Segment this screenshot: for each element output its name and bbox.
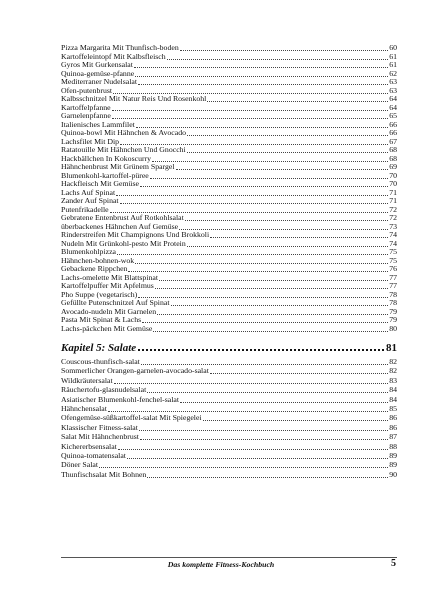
toc-entry-title: Döner Salat [61,460,99,470]
footer-page-number: 5 [391,558,396,569]
toc-entry-page: 79 [389,315,397,324]
footer-rule [61,557,397,558]
toc-entry-title: Kalbsschnitzel Mit Natur Reis Und Rosenkohl [61,94,207,103]
toc-entry[interactable] [61,470,397,480]
toc-entry-page: 63 [389,77,397,86]
toc-entry-page: 74 [389,230,397,239]
toc-entry-page: 75 [389,255,397,265]
toc-entry-page: 78 [389,298,397,307]
toc-entry-page: 88 [389,441,397,451]
toc-entry-title: Gebratene Entenbrust Auf Rotkohlsalat [61,213,184,222]
toc-entry-page: 70 [389,179,397,188]
dot-leader [118,449,388,450]
toc-entry-title: Pho Suppe (vegetarisch) [61,289,138,299]
toc-entry-title: Couscous-thunfisch-salat [61,357,140,366]
toc-entry-title: Gebackene Rippchen [61,264,128,273]
toc-entry-title: Klassischer Fitness-salat [61,422,138,432]
toc-entry-page: 69 [389,162,397,171]
toc-entry-page: 90 [389,469,397,479]
toc-entry-title: Lachsfilet Mit Dip [61,136,120,146]
dot-leader [99,467,388,468]
toc-entry-title: Zander Auf Spinat [61,196,119,205]
toc-entry-page: 60 [389,43,397,52]
toc-entry-page: 86 [389,413,397,423]
dot-leader [147,392,388,393]
toc-entry-title: Lachs-päckchen Mit Gemüse [61,323,153,333]
chapter-page: 81 [386,342,397,354]
toc-entry-page: 87 [389,432,397,442]
toc-entry-title: Asiatischer Blumenkohl-fenchel-salat [61,394,179,404]
toc-entry-title: Quinoa-bowl Mit Hähnchen & Avocado [61,128,187,137]
toc-entry-title: Ofengemüse-süßkartoffel-salat Mit Spiegelei [61,413,202,423]
toc-entry-page: 89 [389,460,397,470]
toc-entry-page: 74 [389,238,397,248]
chapter-title: Kapitel 5: Salate [61,342,137,354]
toc-entry-title: Kartoffeleintopf Mit Kalbsfleisch [61,51,166,61]
toc-entry-title: Lachs-omelette Mit Blattspinat [61,272,159,282]
toc-entry-title: Ratatouille Mit Hähnchen Und Gnocchi [61,145,186,154]
toc-chapter-heading[interactable] [61,338,397,354]
toc-entry-page: 62 [389,68,397,78]
toc-entry-page: 80 [389,323,397,333]
toc-entry-page: 63 [389,85,397,95]
toc-entry-page: 84 [389,385,397,395]
toc-entry-title: Blumenkohlpizza [61,247,116,256]
toc-entry-page: 82 [389,366,397,376]
toc-entry-title: Lachs Auf Spinat [61,187,116,197]
toc-entry-title: Ofen-putenbrust [61,85,113,95]
toc-entry-title: überbackenes Hähnchen Auf Gemüse [61,221,179,231]
dot-leader [203,420,389,421]
toc-entry-title: Kichererbsensalat [61,441,117,451]
toc-entry-page: 83 [389,375,397,385]
toc-entry-title: Sommerlicher Orangen-garnelen-avocado-salat [61,366,209,376]
dot-leader [180,402,388,403]
toc-entry-title: Mediterraner Nudelsalat [61,77,137,86]
dot-leader [141,364,388,365]
toc-entry-title: Quinoa-tomatensalat [61,451,126,460]
toc-entry-page: 68 [389,145,397,154]
dot-leader [140,439,388,440]
toc-entry-title: Hähnchenbrust Mit Grünem Spargel [61,162,175,171]
toc-entry-page: 68 [389,153,397,163]
toc-entry-title: Garnelenpfanne [61,111,111,120]
toc-entry-page: 65 [389,111,397,120]
toc-entry-title: Nudeln Mit Grünkohl-pesto Mit Protein [61,238,186,248]
toc-entry-page: 71 [389,187,397,197]
toc-entry[interactable] [61,324,397,334]
toc-entry-page: 73 [389,221,397,231]
dot-leader [138,349,384,351]
dot-leader [139,430,388,431]
dot-leader [147,477,388,478]
toc-entry-title: Salat Mit Hähnchenbrust [61,432,139,442]
toc-entry-title: Hähnchen-bohnen-wok [61,255,135,265]
toc-entry-page: 76 [389,264,397,273]
toc-entry-page: 70 [389,170,397,180]
toc-entry-title: Putenfrikadelle [61,204,109,214]
dot-leader [153,331,388,332]
toc-entry-page: 79 [389,306,397,316]
toc-entry-page: 71 [389,196,397,205]
toc-entry-title: Hackbällchen In Kokoscurry [61,153,152,163]
toc-entry-title: Kartoffelpfanne [61,102,111,112]
toc-entry-title: Hähnchensalat [61,404,107,413]
toc-entry-page: 75 [389,247,397,256]
toc-entry-title: Quinoa-gemüse-pfanne [61,68,135,78]
toc-entry-title: Wildkräutersalat [61,375,113,385]
toc-entry-page: 82 [389,357,397,366]
toc-entry-title: Thunfischsalat Mit Bohnen [61,469,147,479]
toc-entry-title: Italienisches Lammfilet [61,119,135,129]
toc-entry-page: 86 [389,422,397,432]
toc-entry-title: Rinderstreifen Mit Champignons Und Brokkoli [61,230,210,239]
dot-leader [108,411,388,412]
toc-entry-title: Gefüllte Putenschnitzel Auf Spinat [61,298,170,307]
toc-entry-page: 64 [389,94,397,103]
toc-entry-page: 66 [389,119,397,129]
toc-entry-page: 89 [389,451,397,460]
dot-leader [210,373,388,374]
toc-entry-page: 77 [389,281,397,290]
toc-entry-title: Blumenkohl-kartoffel-püree [61,170,149,180]
toc-entry-page: 72 [389,213,397,222]
toc-entry-title: Avocado-nudeln Mit Garnelen [61,306,157,316]
toc-entry-title: Pasta Mit Spinat & Lachs [61,315,142,324]
toc-entry-page: 78 [389,289,397,299]
toc-entry-page: 85 [389,404,397,413]
toc-entry-page: 67 [389,136,397,146]
toc-entry-title: Hackfleisch Mit Gemüse [61,179,139,188]
dot-leader [127,458,388,459]
footer-book-title: Das komplette Fitness-Kochbuch [167,560,275,569]
toc-entry-page: 72 [389,204,397,214]
dot-leader [114,383,389,384]
toc-entry-title: Kartoffelpuffer Mit Apfelmus [61,281,154,290]
toc-entry-title: Gyros Mit Gurkensalat [61,60,133,69]
toc-entry-page: 64 [389,102,397,112]
toc-entry-page: 61 [389,60,397,69]
toc-entry-page: 66 [389,128,397,137]
toc-entry-page: 84 [389,394,397,404]
toc-entry-title: Pizza Margarita Mit Thunfisch-boden [61,43,179,52]
toc-entry-page: 61 [389,51,397,61]
toc-entry-page: 77 [389,272,397,282]
toc-entry-title: Räuchertofu-glasnudelsalat [61,385,147,395]
